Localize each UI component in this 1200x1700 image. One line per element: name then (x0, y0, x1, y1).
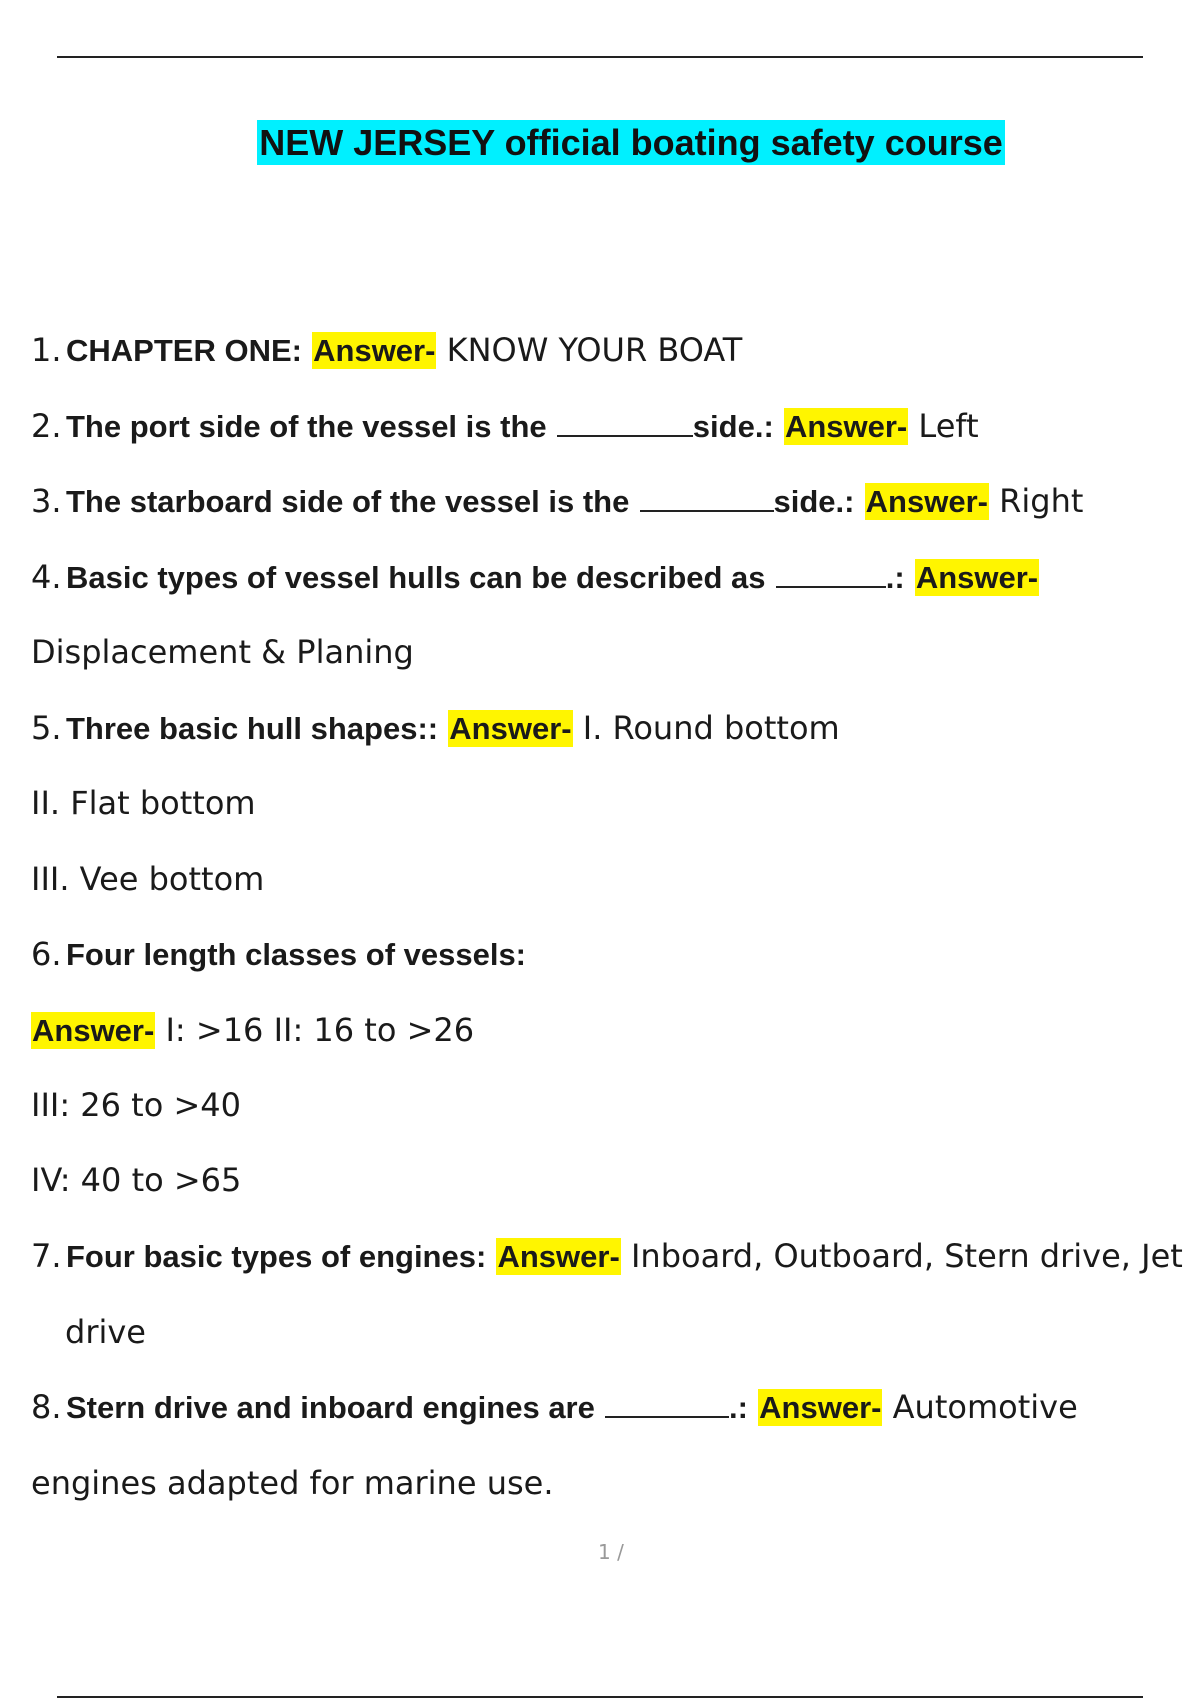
answer-text: engines adapted for marine use. (31, 1464, 554, 1502)
question-7 (31, 1236, 1183, 1277)
answer-blank (776, 558, 886, 588)
question-suffix: .: (885, 560, 905, 595)
question-text: Basic types of vessel hulls can be described as (66, 560, 766, 595)
answer-label: Answer- (915, 560, 1039, 595)
answer-text: Inboard, Outboard, Stern drive, Jet (630, 1237, 1183, 1275)
answer-label: Answer- (32, 1013, 155, 1048)
answer-line (31, 1010, 474, 1051)
answer-label: Answer- (759, 1390, 882, 1425)
answer-continuation (31, 859, 264, 899)
question-text: The port side of the vessel is the (66, 409, 547, 444)
question-1 (31, 330, 742, 371)
question-number: 1. (31, 331, 62, 369)
answer-continuation (31, 1160, 241, 1200)
question-2 (31, 406, 979, 447)
answer-label: Answer- (497, 1239, 620, 1274)
question-number: 7. (31, 1237, 62, 1275)
answer-text: IV: 40 to >65 (31, 1161, 242, 1199)
question-number: 4. (31, 558, 62, 596)
question-text: Stern drive and inboard engines are (66, 1390, 595, 1425)
answer-text: II. Flat bottom (31, 784, 256, 822)
answer-text: I. Round bottom (582, 709, 840, 747)
answer-text: KNOW YOUR BOAT (446, 331, 743, 369)
question-6 (31, 934, 526, 975)
answer-text: III: 26 to >40 (31, 1086, 241, 1124)
answer-label: Answer- (449, 711, 572, 746)
question-3 (31, 481, 1083, 522)
question-suffix: side.: (692, 409, 774, 444)
question-number: 8. (31, 1388, 62, 1426)
question-number: 3. (31, 482, 62, 520)
answer-blank (557, 407, 693, 437)
question-5 (31, 708, 840, 749)
question-suffix: side.: (773, 484, 855, 519)
question-text: The starboard side of the vessel is the (66, 484, 630, 519)
document-title: NEW JERSEY official boating safety course (259, 122, 1003, 163)
answer-continuation (31, 632, 414, 672)
question-number: 6. (31, 935, 62, 973)
answer-label: Answer- (784, 409, 908, 444)
page-number: 1 / (598, 1540, 624, 1564)
answer-blank (605, 1388, 729, 1418)
question-text: Three basic hull shapes:: (66, 711, 439, 746)
question-number: 2. (31, 407, 62, 445)
answer-text: drive (65, 1313, 146, 1351)
top-rule (57, 56, 1143, 58)
answer-label: Answer- (865, 484, 988, 519)
answer-text: III. Vee bottom (31, 860, 265, 898)
answer-text: Displacement & Planing (31, 633, 414, 671)
answer-blank (640, 482, 774, 512)
question-text: CHAPTER ONE: (66, 333, 302, 368)
answer-label: Answer- (313, 333, 436, 368)
question-text: Four length classes of vessels: (66, 937, 527, 972)
answer-continuation (31, 1463, 554, 1503)
question-8 (31, 1387, 1078, 1428)
answer-text: Left (918, 407, 979, 445)
answer-text: Right (999, 482, 1084, 520)
question-suffix: .: (729, 1390, 748, 1425)
answer-text: Automotive (892, 1388, 1078, 1426)
answer-continuation (31, 783, 256, 823)
question-text: Four basic types of engines: (66, 1239, 487, 1274)
bottom-rule (57, 1696, 1143, 1698)
answer-continuation (31, 1085, 241, 1125)
question-number: 5. (31, 709, 62, 747)
title-container (0, 122, 1200, 164)
answer-continuation (65, 1312, 146, 1352)
question-4 (31, 557, 1039, 598)
answer-text: I: >16 II: 16 to >26 (165, 1011, 475, 1049)
